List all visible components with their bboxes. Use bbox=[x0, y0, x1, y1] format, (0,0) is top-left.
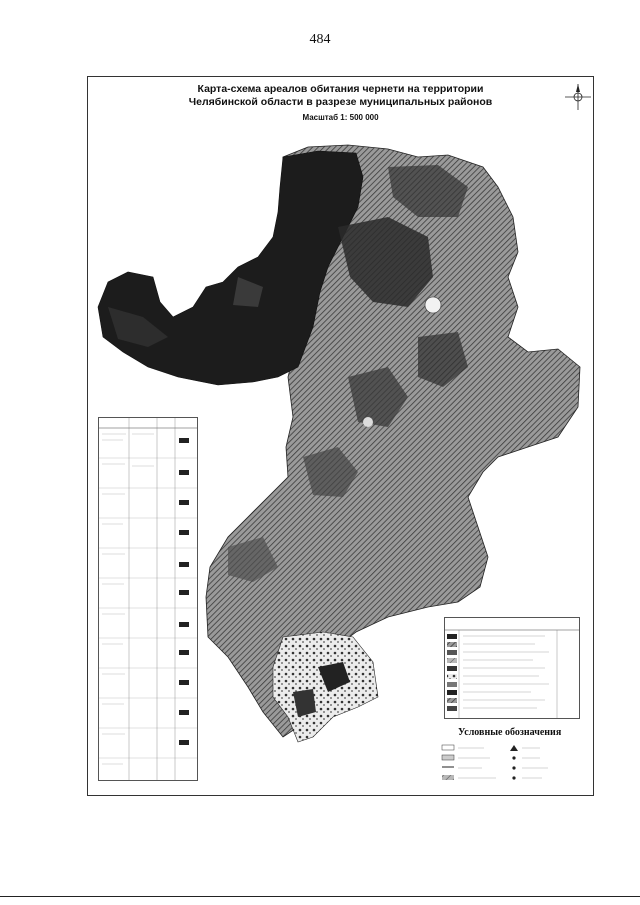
left-legend-table bbox=[98, 417, 198, 781]
map-scale: Масштаб 1: 500 000 bbox=[302, 113, 379, 122]
map-title-line-2: Челябинской области в разрезе муниципальных районов bbox=[188, 96, 493, 108]
map-title-line-1: Карта-схема ареалов обитания чернети на территории bbox=[197, 83, 484, 95]
right-legend-table bbox=[444, 617, 580, 719]
conventional-signs-legend bbox=[440, 727, 588, 787]
page-number: 484 bbox=[309, 32, 331, 47]
map-frame bbox=[87, 76, 594, 796]
legend-heading: Условные обозначения bbox=[458, 727, 562, 738]
bottom-rule bbox=[0, 896, 640, 897]
